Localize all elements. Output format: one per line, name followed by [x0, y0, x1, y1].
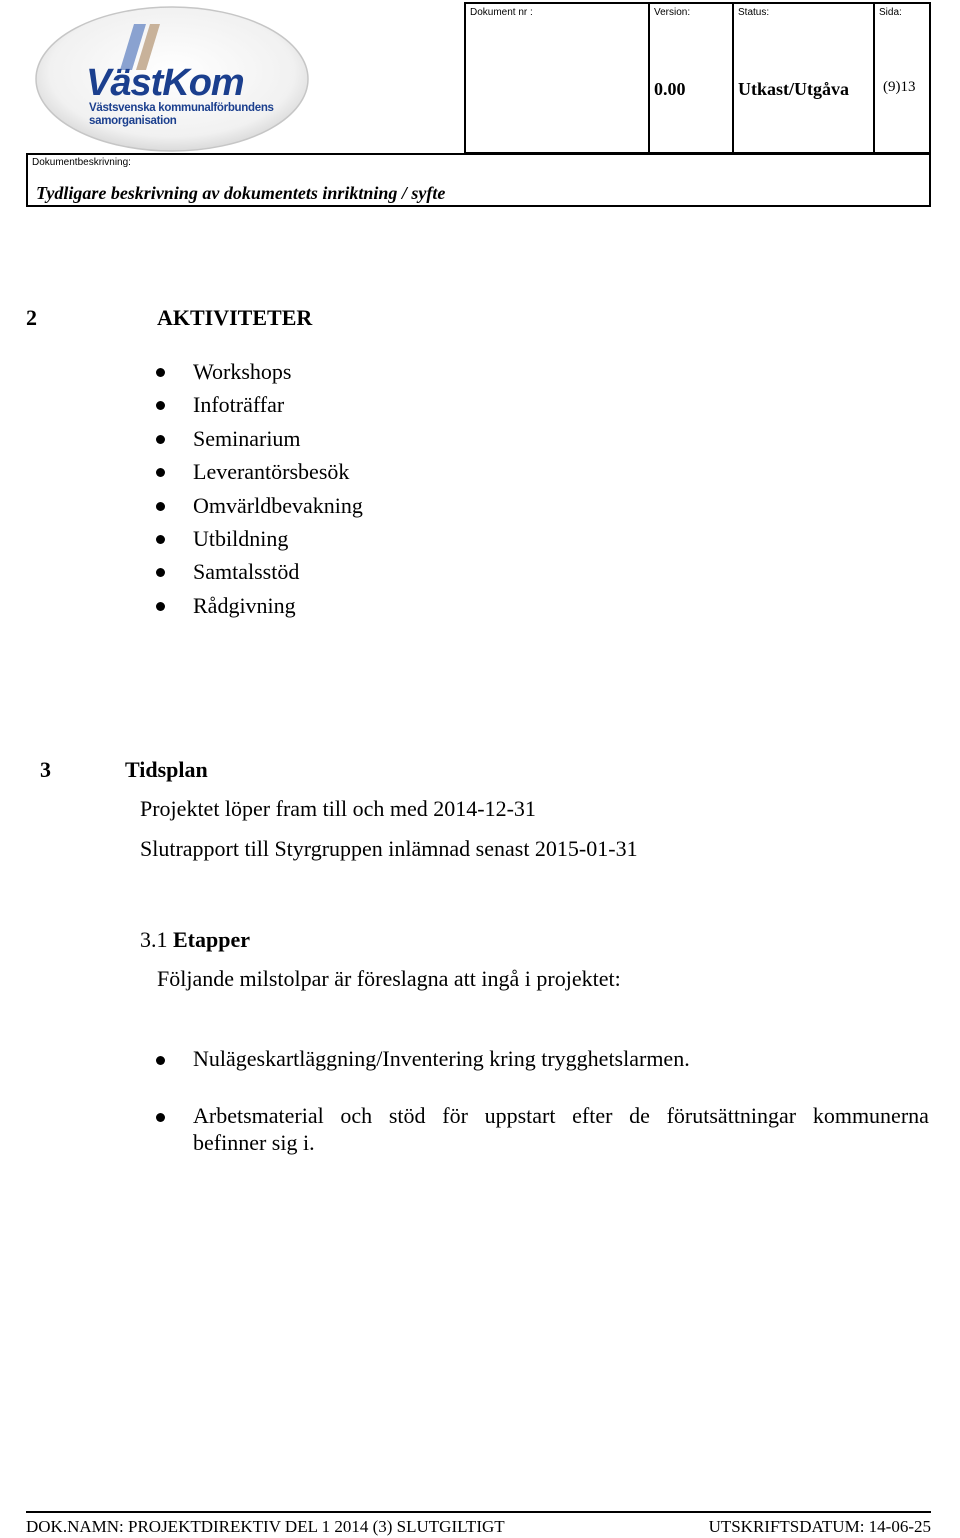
list-item-label: Infoträffar — [193, 392, 285, 418]
dokumentbeskrivning-value: Tydligare beskrivning av dokumentets inriktning / syfte — [36, 183, 446, 203]
sida-value: (9)13 — [883, 79, 916, 95]
footer-document-name: DOK.NAMN: PROJEKTDIREKTIV DEL 1 2014 (3) SLUTGILTIGT — [26, 1517, 505, 1536]
section-3-number: 3 — [40, 757, 51, 782]
status-label: Status: — [738, 7, 770, 18]
tidsplan-line-2: Slutrapport till Styrgruppen inlämnad senast 2015-01-31 — [140, 836, 638, 861]
list-item-label: Omvärldbevakning — [193, 492, 363, 518]
etapper-intro: Följande milstolpar är föreslagna att ingå i projektet: — [157, 966, 621, 991]
footer-divider — [26, 1511, 931, 1513]
sida-label: Sida: — [879, 7, 902, 18]
bullet-icon — [156, 602, 165, 611]
list-item-label: Nulägeskartläggning/Inventering kring trygghetslarmen. — [193, 1046, 690, 1071]
word: stöd — [388, 1103, 426, 1128]
dokument-nr-cell — [464, 2, 650, 154]
section-3-1-heading — [140, 927, 250, 953]
list-item — [152, 355, 363, 388]
bullet-icon — [156, 401, 165, 410]
list-item-label: Utbildning — [193, 526, 289, 552]
word: förutsättningar — [666, 1103, 797, 1128]
list-item — [152, 555, 363, 588]
list-item-label: Seminarium — [193, 425, 301, 451]
sida-cell — [875, 2, 931, 154]
section-2-title: AKTIVITETER — [157, 305, 313, 330]
list-item — [152, 388, 363, 421]
status-cell — [734, 2, 875, 154]
word: de — [629, 1103, 650, 1128]
bullet-icon — [156, 1113, 165, 1122]
list-item — [152, 422, 363, 455]
dokumentbeskrivning-label: Dokumentbeskrivning: — [32, 157, 131, 168]
list-item — [152, 455, 363, 488]
bullet-icon — [156, 368, 165, 377]
section-2-number: 2 — [26, 305, 37, 330]
tidsplan-line-1: Projektet löper fram till och med 2014-12-31 — [140, 796, 536, 821]
footer-print-date: UTSKRIFTSDATUM: 14-06-25 — [708, 1517, 931, 1536]
list-item — [152, 522, 363, 555]
word: uppstart — [484, 1103, 556, 1128]
bullet-icon — [156, 1056, 165, 1065]
list-item — [152, 489, 363, 522]
list-item-line-1 — [193, 1103, 929, 1129]
word: och — [340, 1103, 373, 1128]
list-item-label: Samtalsstöd — [193, 559, 300, 585]
list-item — [152, 1103, 929, 1156]
version-label: Version: — [654, 7, 691, 18]
section-3-title: Tidsplan — [125, 757, 208, 782]
bullet-icon — [156, 468, 165, 477]
logo-tagline-1: Västsvenska kommunalförbundens — [89, 102, 274, 114]
dokumentbeskrivning-cell — [26, 153, 931, 207]
bullet-icon — [156, 535, 165, 544]
section-3-1-title: Etapper — [173, 927, 250, 952]
word: kommunerna — [812, 1103, 929, 1128]
section-3-1-number: 3.1 — [140, 927, 168, 952]
word: för — [442, 1103, 468, 1128]
bullet-icon — [156, 435, 165, 444]
list-item — [152, 1046, 690, 1072]
vastkom-logo — [34, 4, 310, 154]
logo-wordmark: VästKom — [86, 62, 244, 104]
list-item-label: Rådgivning — [193, 592, 296, 618]
dokument-nr-label: Dokument nr : — [470, 7, 533, 18]
bullet-icon — [156, 568, 165, 577]
word: efter — [572, 1103, 613, 1128]
word: Arbetsmaterial — [193, 1103, 324, 1128]
version-value: 0.00 — [654, 79, 686, 99]
list-item — [152, 589, 363, 622]
list-item-line-2: befinner sig i. — [193, 1130, 315, 1155]
list-item-label: Workshops — [193, 359, 292, 384]
aktiviteter-list — [152, 355, 363, 622]
list-item-label: Leverantörsbesök — [193, 459, 350, 485]
status-value: Utkast/Utgåva — [738, 79, 849, 99]
logo-tagline-2: samorganisation — [89, 115, 177, 127]
bullet-icon — [156, 502, 165, 511]
version-cell — [650, 2, 734, 154]
